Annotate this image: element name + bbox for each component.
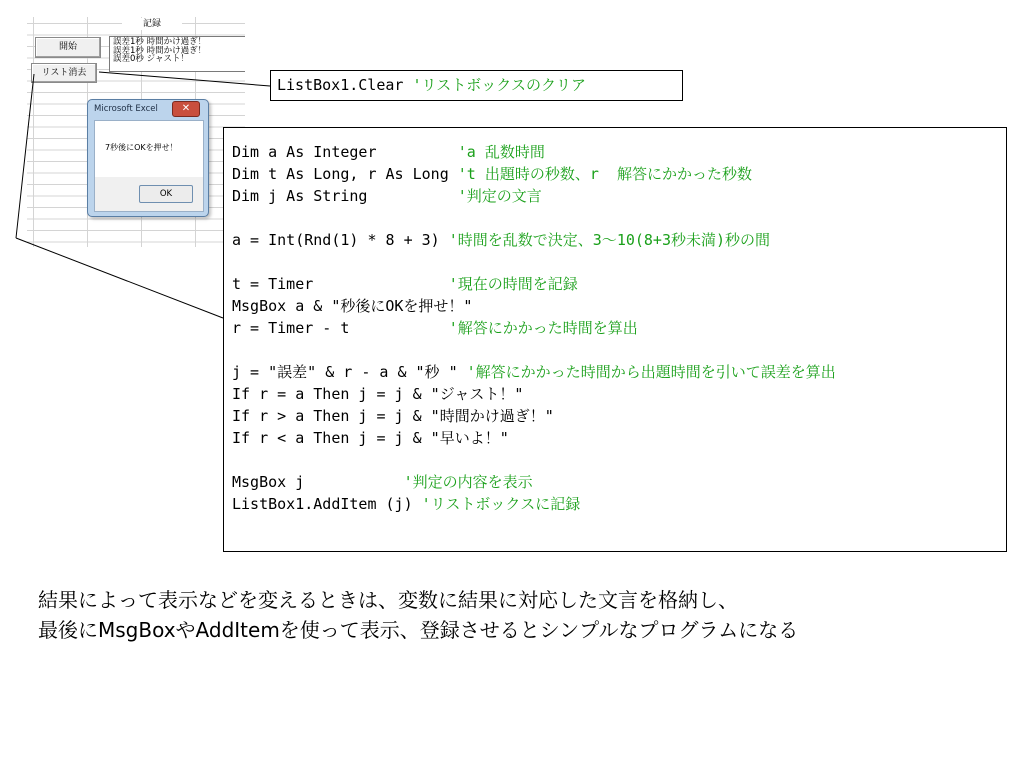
code-line: If r = a Then j = j & "ジャスト！" <box>232 385 524 403</box>
code-line: Dim j As String '判定の文言 <box>232 187 542 205</box>
listbox-item[interactable]: 誤差1秒 時間かけ過ぎ！ <box>113 37 207 47</box>
code-line: Dim t As Long, r As Long 't 出題時の秒数、r 解答にかかった秒数 <box>232 165 752 183</box>
code-line: If r < a Then j = j & "早いよ！" <box>232 429 509 447</box>
code-line: t = Timer '現在の時間を記録 <box>232 275 578 293</box>
sheet-header-cell: 記録 <box>122 18 182 30</box>
code-line: r = Timer - t '解答にかかった時間を算出 <box>232 319 638 337</box>
listbox-item[interactable]: 誤差1秒 時間かけ過ぎ！ <box>113 45 207 56</box>
blank-line <box>232 251 1006 273</box>
code-line: ListBox1.AddItem (j) 'リストボックスに記録 <box>232 495 581 513</box>
code-line: If r > a Then j = j & "時間かけ過ぎ！" <box>232 407 554 425</box>
main-callout-connector-left <box>16 74 34 238</box>
close-icon[interactable]: ✕ <box>172 101 200 117</box>
summary-text <box>38 585 998 645</box>
msgbox-title: Microsoft Excel <box>94 104 158 114</box>
listbox-item[interactable]: 誤差0秒 ジャスト！ <box>113 54 189 64</box>
code-text: ListBox1.Clear <box>277 76 413 94</box>
main-code-callout <box>223 127 1007 552</box>
blank-line <box>232 339 1006 361</box>
clear-list-button[interactable]: リスト消去 <box>31 63 97 83</box>
code-line: a = Int(Rnd(1) * 8 + 3) '時間を乱数で決定、3～10(8+3秒未満)秒の間 <box>232 231 771 249</box>
code-line: MsgBox j '判定の内容を表示 <box>232 473 533 491</box>
code-line: Dim a As Integer 'a 乱数時間 <box>232 143 545 161</box>
clear-code-callout <box>270 70 683 101</box>
ok-button[interactable]: OK <box>139 185 193 203</box>
blank-line <box>232 207 1006 229</box>
summary-line: 結果によって表示などを変えるときは、変数に結果に対応した文言を格納し、 <box>38 588 738 612</box>
blank-line <box>232 449 1006 471</box>
code-comment: 'リストボックスのクリア <box>412 76 587 94</box>
clear-callout-connector <box>99 72 270 86</box>
code-line: MsgBox a & "秒後にOKを押せ！" <box>232 297 473 315</box>
msgbox-message: 7秒後にOKを押せ！ <box>105 143 178 152</box>
code-line: j = "誤差" & r - a & "秒 " '解答にかかった時間から出題時間を引いて誤差を算出 <box>232 363 836 381</box>
summary-line: 最後にMsgBoxやAddItemを使って表示、登録させるとシンプルなプログラムになる <box>38 618 799 642</box>
start-button[interactable]: 開始 <box>35 37 101 58</box>
main-callout-connector-bottom <box>16 238 223 318</box>
